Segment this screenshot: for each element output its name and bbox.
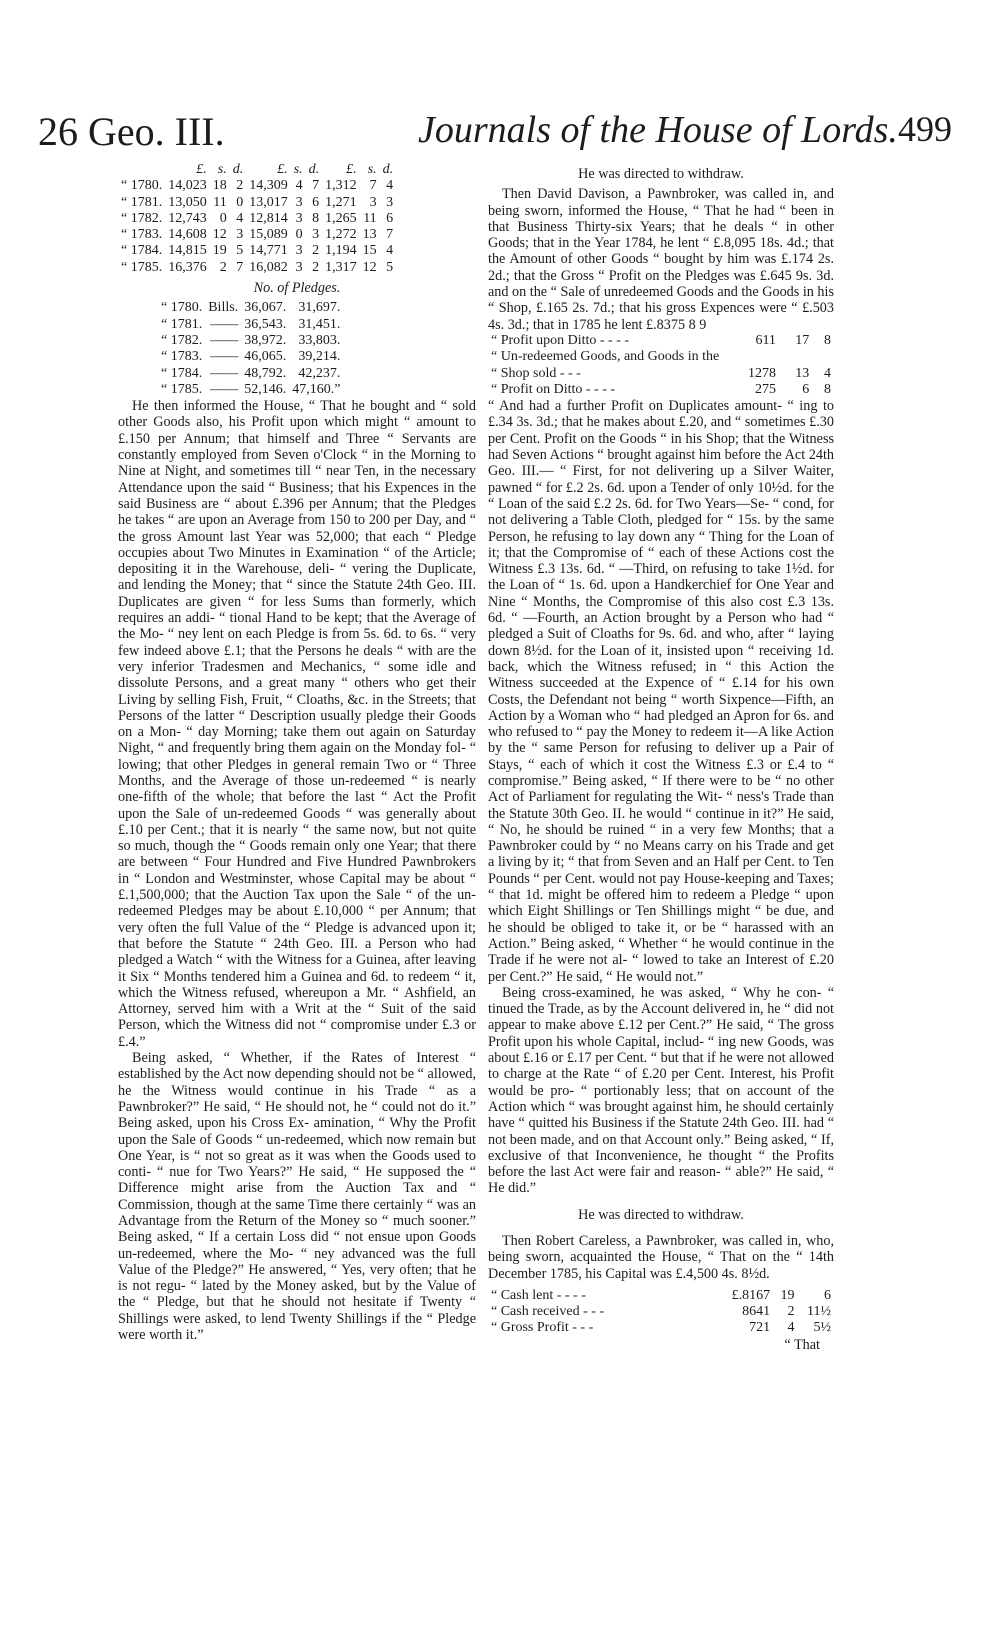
table-cell: 14,815 xyxy=(168,243,207,259)
table-row xyxy=(118,178,396,194)
table-cell: “ 1785. xyxy=(161,381,203,397)
table-cell: 52,146. xyxy=(244,381,287,397)
table-cell: 2 xyxy=(787,1304,795,1320)
table-cell: 11 xyxy=(363,210,377,226)
table-cell: “ 1785. xyxy=(121,259,163,275)
table-header-cell: £. xyxy=(196,162,207,177)
journal-title: Journals of the House of Lords. xyxy=(418,109,898,151)
table-cell: “ 1782. xyxy=(161,332,203,348)
table-cell: 11½ xyxy=(807,1304,831,1320)
table-cell: 3 xyxy=(295,194,303,210)
table-cell: 14,023 xyxy=(168,178,207,194)
table-header-cell: d. xyxy=(308,162,320,177)
table-row xyxy=(118,243,396,259)
table-cell: 13,017 xyxy=(249,194,288,210)
table-cell: “ Profit upon Ditto - - - - xyxy=(491,332,630,348)
table-cell: “ 1781. xyxy=(161,316,203,332)
table-cell: 7 xyxy=(386,227,394,243)
table-row xyxy=(488,382,834,398)
table-cell: 1,265 xyxy=(325,210,357,226)
account-table xyxy=(488,333,834,398)
table-header-cell: £. xyxy=(277,162,288,177)
table-cell: 7 xyxy=(369,178,377,194)
table-cell: 38,972. xyxy=(244,332,287,348)
table-row xyxy=(118,211,396,227)
paragraph: Being asked, “ Whether, if the Rates of Interest “ established by the Act now depending should not be “ allowed, he the Witness would continue in his Trade “ as a Pawnbroker?” He said, “ He should not, he “ could not do it.” Being asked, upon his Cross Ex- amination, “ Why the Profit upon the Sale of Goods “ un-redeemed, which now remain but One Year, is “ not so great as it was when the Goods used to conti- “ nue for Two Years?” He said, “ He supposed the “ Difference might arise from the Auction Tax and “ Commission, though at the same Time there certainly “ was an Advantage from the Return of the Money so “ much sooner.” Being asked, “ If a certain Loss did “ not ensue upon Goods un-redeemed, where the Mo- “ ney advanced was the full Value of the Pledge?” He answered, “ Yes, very often; that he is not regu- “ lated by the Money asked, but by the Value of the “ Pledge, but that he should not hesitate if Twenty “ Shillings were asked, to lend Twenty Shillings if the “ Pledge were worth it.” xyxy=(118,1050,476,1344)
table-cell: 5 xyxy=(386,259,394,275)
table-cell: 7 xyxy=(236,259,244,275)
table-cell: 14,771 xyxy=(249,243,288,259)
page-number: 499 xyxy=(898,109,952,149)
table-cell: 8 xyxy=(824,332,831,348)
table-cell: 0 xyxy=(295,227,303,243)
table-cell: “ Shop sold - - - xyxy=(491,365,581,381)
table-cell: “ Cash lent - - - - xyxy=(491,1287,586,1303)
table-cell: “ Cash received - - - xyxy=(491,1304,605,1320)
table-cell: 1,194 xyxy=(325,243,357,259)
table-cell: 48,792. xyxy=(244,365,287,381)
table-cell: “ 1783. xyxy=(161,349,203,365)
table-cell: 3 xyxy=(295,210,303,226)
table-row xyxy=(158,317,343,333)
table-cell: 11 xyxy=(213,194,227,210)
money-table-header xyxy=(118,162,396,178)
table-cell: “ 1783. xyxy=(121,227,163,243)
table-cell: 721 xyxy=(749,1320,771,1336)
table-cell: 13,050 xyxy=(168,194,207,210)
right-column xyxy=(488,162,834,1353)
table-cell: 17 xyxy=(795,332,810,348)
table-header-cell: s. xyxy=(367,162,377,177)
table-cell: 19 xyxy=(212,243,227,259)
table-cell: “ 1784. xyxy=(161,365,203,381)
table-cell: 42,237. xyxy=(298,365,341,381)
table-cell: 3 xyxy=(295,259,303,275)
table-cell xyxy=(779,349,812,365)
table-cell: 12 xyxy=(362,259,377,275)
table-cell: 18 xyxy=(212,178,227,194)
table-cell: “ Profit on Ditto - - - - xyxy=(491,381,616,397)
table-header-cell: s. xyxy=(217,162,227,177)
catchword: “ That xyxy=(784,1336,820,1353)
table-cell: 14,309 xyxy=(249,178,288,194)
table-row xyxy=(118,195,396,211)
paragraph: Then Robert Careless, a Pawnbroker, was called in, who, being sworn, acquainted the House, “ That on the “ 14th December 1785, his Capital was £.4,500 4s. 8½d. xyxy=(488,1233,834,1282)
table-cell: 0 xyxy=(236,194,244,210)
table-header-cell: d. xyxy=(382,162,394,177)
table-row xyxy=(488,366,834,382)
regnal-year: 26 Geo. III. xyxy=(38,109,225,154)
table-cell xyxy=(118,162,165,178)
table-row xyxy=(158,300,343,316)
paragraph: He then informed the House, “ That he bought and “ sold other Goods also, his Profit upon which might “ amount to £.150 per Annum; that himself and Three “ Servants are constantly employed from Seven o'Clock “ in the Morning to Nine at Night, and sometimes till “ near Ten, in the necessary Attendance upon the said “ Business; that his Expences in the said Business are “ about £.396 per Annum; that the Pledges he takes “ are upon an Average from 150 to 200 per Day, and “ the gross Amount last Year was 52,000; that each “ Pledge occupies about Two Minutes in Examination “ of the Article; depositing it in the Warehouse, deli- “ vering the Duplicate, and lending the Money; that “ since the Statute 24th Geo. III. Duplicates are given “ for less Sums than formerly, which requires an addi- “ tional Hand to be kept; that the Average of the Mo- “ ney lent on each Pledge is from 5s. 6d. to 6s. “ very few indeed above £.1; that the Persons he deals “ with are the very inferior Tradesmen and Mechanics, “ some idle and dissolute Persons, and a great many “ others who get their Living by selling Fish, Fruit, “ Cloaths, &c. in the Streets; that Persons of the latter “ Description usually pledge their Goods on a Mon- “ day Morning; take them out again on Saturday Night, “ and frequently bring them again on the Monday fol- “ lowing; that other Pledges in general remain Two or “ Three Months, and the Average of those un-redeemed “ is nearly one-fifth of the whole; that before the last “ Act the Profit upon the Sale of un-redeemed Goods “ was generally about £.10 per Cent.; that it is nearly “ the same now, but not quite so much, though the “ Goods remain only one Year; that there are between “ Four Hundred and Five Hundred Pawnbrokers in “ London and Westminster, whose Capital may be about “ £.1,500,000; that the Auction Tax upon the Sale “ of the un-redeemed Pledges may be about £.10,000 “ per Annum; that very often the full Value of the “ Pledge is advanced upon it; that before the Statute “ 24th Geo. III. a Person who had pledged a Watch “ with the Witness for a Guinea, after leaving it Six “ Months tendered him a Guinea and 6d. to redeem “ it, which the Witness refused, whereupon a Mr. “ Ashfield, an Attorney, served him with a Writ at the “ Suit of the said Person, which the Witness did not “ compromise under £.3 or £.4.” xyxy=(118,398,476,1050)
table-cell xyxy=(812,349,834,365)
table-row xyxy=(118,227,396,243)
table-cell: 3 xyxy=(295,243,303,259)
table-cell: 5½ xyxy=(813,1320,831,1336)
table-row xyxy=(488,333,834,349)
table-cell: 4 xyxy=(236,210,244,226)
withdraw-note: He was directed to withdraw. xyxy=(578,1206,744,1223)
table-cell: 12,743 xyxy=(168,210,207,226)
table-cell: 0 xyxy=(219,210,227,226)
table-cell: 15,089 xyxy=(249,227,288,243)
table-row xyxy=(488,1288,834,1304)
table-cell: 1,272 xyxy=(325,227,357,243)
table-cell: Bills. xyxy=(208,300,239,316)
table-row xyxy=(158,382,343,398)
table-cell: “ 1782. xyxy=(121,210,163,226)
table-cell: 2 xyxy=(312,259,320,275)
table-cell: 6 xyxy=(312,194,320,210)
table-cell: 14,608 xyxy=(168,227,207,243)
table-cell: “ 1780. xyxy=(121,178,163,194)
table-cell: 1,271 xyxy=(325,194,357,210)
table-cell: 4 xyxy=(787,1320,795,1336)
table-cell xyxy=(722,349,779,365)
table-cell: “ Un-redeemed Goods, and Goods in the xyxy=(491,349,720,365)
table-cell: 16,376 xyxy=(168,259,207,275)
money-table xyxy=(118,162,396,276)
table-cell: 15 xyxy=(362,243,377,259)
table-cell: 1,317 xyxy=(325,259,357,275)
table-header-cell: £. xyxy=(346,162,357,177)
table-cell: 16,082 xyxy=(249,259,288,275)
table-cell: 36,067. xyxy=(244,300,287,316)
table-cell: 12 xyxy=(212,227,227,243)
table-header-cell: s. xyxy=(293,162,303,177)
table-cell: £.8167 xyxy=(731,1287,771,1303)
table-row xyxy=(158,366,343,382)
pledges-table xyxy=(158,300,343,398)
table-cell: 5 xyxy=(236,243,244,259)
table-cell: 47,160.” xyxy=(292,381,341,397)
table-cell: 4 xyxy=(824,365,831,381)
table-row xyxy=(488,1320,834,1336)
table-row xyxy=(158,333,343,349)
table-cell: 6 xyxy=(802,381,810,397)
table-cell: 3 xyxy=(312,227,320,243)
table-cell: 33,803. xyxy=(298,332,341,348)
left-column xyxy=(118,162,476,1343)
table-cell: 2 xyxy=(236,178,244,194)
table-row xyxy=(488,1304,834,1320)
paragraph: “ And had a further Profit on Duplicates amount- “ ing to £.34 3s. 3d.; that he makes about £.20, and “ sometimes £.30 per Cent. Profit on the Goods “ in his Shop; that the Witness had Seven Actions “ brought against him before the Act 24th Geo. III.— “ First, for not delivering up a Silver Waiter, pawned “ for £.2 2s. 6d. upon a Tender of only 10½d. for the “ Loan of the said £.2 2s. 6d. for Two Years—Se- “ cond, for not delivering a Table Cloth, pledged for “ 15s. by the same Person, he refusing to lay down any “ Thing for the Loan of it; that the Compromise of “ each of these Actions cost the Witness £.3 13s. 6d. “ —Third, on refusing to take 1½d. for the Loan of “ 1s. 6d. upon a Handkerchief for One Year and Nine “ Months, the Compromise of this also cost £.3 13s. 6d. “ —Fourth, an Action brought by a Person who had “ pledged a Suit of Cloaths for 9s. 6d. and who, after “ laying down 8½d. for the Loan of it, insisted upon “ receiving 1d. back, which the Witness refused; in “ this Action the Witness succeeded at the Expence of “ £.14 for his own Costs, the Defendant not being “ worth Sixpence—Fifth, an Action by a Woman who “ had pledged an Apron for 6s. and who refused to “ pay the Money to redeem it—A like Action by the “ same Person for refusing to deliver up a Pair of Stays, “ each of which it cost the Witness £.3 or £.4 to “ compromise.” Being asked, “ If there were to be “ no other Act of Parliament for regulating the Wit- “ ness's Trade than the Statute 30th Geo. II. he would “ continue in it?” He said, “ No, he should be ruined “ in a very few Months; that a Pawnbroker could by “ no Means carry on his Trade and get a living by it; “ that from Seven and an Half per Cent. to Ten Pounds “ per Cent. would not pay House-keeping and Taxes; “ that 1d. might be offered him to redeem a Pledge “ upon which Eight Shillings or Ten Shillings might “ be due, and he should be obliged to take it, or be “ harassed with an Action.” Being asked, “ Whether “ he would continue in the Trade if he were not al- “ lowed to take an Interest of £.20 per Cent.?” He said, “ He would not.” xyxy=(488,398,834,985)
running-header xyxy=(38,108,952,158)
paragraph: Being cross-examined, he was asked, “ Why he con- “ tinued the Trade, as by the Account delivered in, he “ did not appear to make above £.12 per Cent.?” He said, “ The gross Profit upon his whole Capital, includ- “ ing new Goods, was about £.16 or £.17 per Cent. “ but that if he were not allowed to charge at the Rate “ of £.20 per Cent. Interest, his Profit would be pro- “ portionably less; that on account of the Action which “ was brought against him, he should certainly have “ quitted his Business if the Statute 24th Geo. III. had “ not been made, and on that Account only.” Being asked, “ If, exclusive of that Inconvenience, he thought “ the Profits before the last Act were fair and reason- “ able?” He said, “ He did.” xyxy=(488,984,834,1197)
table-cell: 13 xyxy=(795,365,810,381)
table-cell: “ 1784. xyxy=(121,243,163,259)
table-cell: 46,065. xyxy=(244,349,287,365)
table-cell: 4 xyxy=(386,243,394,259)
table-cell: 6 xyxy=(824,1287,831,1303)
withdraw-note: He was directed to withdraw. xyxy=(578,166,744,182)
table-row xyxy=(158,349,343,365)
table-cell: 13 xyxy=(362,227,377,243)
table-cell: 36,543. xyxy=(244,316,287,332)
table-cell: —— xyxy=(210,332,239,348)
account-table xyxy=(488,1288,834,1337)
table-cell: 3 xyxy=(369,194,377,210)
table-cell: 19 xyxy=(780,1287,795,1303)
table-row xyxy=(118,260,396,276)
table-cell: 8 xyxy=(312,210,320,226)
table-cell: —— xyxy=(210,365,239,381)
paragraph: Then David Davison, a Pawnbroker, was called in, and being sworn, informed the House, “ That he had “ been in that Business Thirty-six Years; that he deals “ in other Goods; that in the Year 1784, he lent “ £.8,095 18s. 4d.; that the Amount of other Goods “ bought by him was £.174 2s. 2d.; that the Gross “ Profit on the Pledges was £.645 9s. 3d. and on the “ Sale of unredeemed Goods and the Goods in his “ Shop, £.165 2s. 7d.; that his gross Expences were “ £.503 4s. 3d.; that in 1785 he lent £.8375 8 9 xyxy=(488,186,834,333)
table-cell: 611 xyxy=(755,332,776,348)
table-header-cell: d. xyxy=(232,162,244,177)
table-cell: 12,814 xyxy=(249,210,288,226)
pledges-title: No. of Pledges. xyxy=(253,280,341,297)
table-cell: 31,451. xyxy=(298,316,341,332)
table-cell: 3 xyxy=(236,227,244,243)
table-cell: 1278 xyxy=(747,365,776,381)
table-cell: “ 1781. xyxy=(121,194,163,210)
table-cell: 7 xyxy=(312,178,320,194)
table-cell: 275 xyxy=(754,381,776,397)
table-cell: 4 xyxy=(295,178,303,194)
table-cell: 8641 xyxy=(742,1304,771,1320)
table-cell: 4 xyxy=(386,178,394,194)
table-row xyxy=(488,349,834,365)
table-cell: 39,214. xyxy=(298,349,341,365)
table-cell: “ Gross Profit - - - xyxy=(491,1320,594,1336)
table-cell: —— xyxy=(210,316,239,332)
table-cell: —— xyxy=(210,349,239,365)
table-cell: 8 xyxy=(824,381,831,397)
table-cell: 31,697. xyxy=(298,300,341,316)
table-cell: 1,312 xyxy=(325,178,357,194)
table-cell: 2 xyxy=(312,243,320,259)
table-cell: —— xyxy=(210,381,239,397)
table-cell: 6 xyxy=(386,210,394,226)
table-cell: 2 xyxy=(219,259,227,275)
table-cell: 3 xyxy=(386,194,394,210)
table-cell: “ 1780. xyxy=(161,300,203,316)
